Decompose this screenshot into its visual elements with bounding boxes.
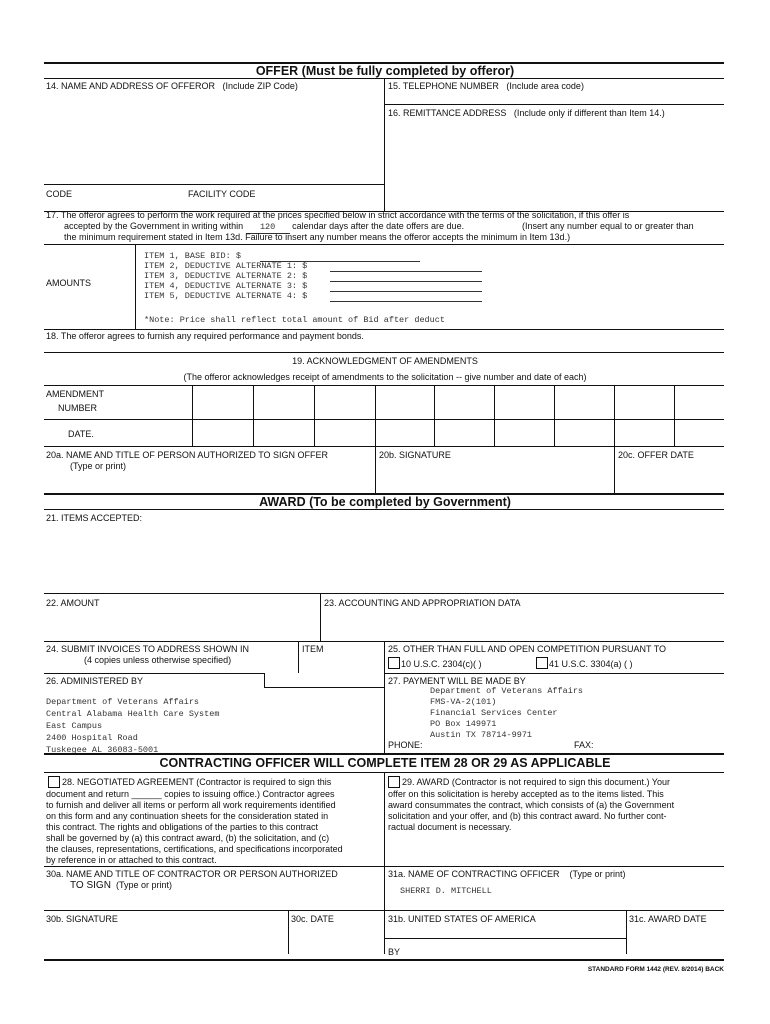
negotiated-agreement-checkbox[interactable] <box>48 776 60 788</box>
grid-line <box>434 385 435 446</box>
field-30c-label: 30c. DATE <box>291 914 334 924</box>
field-24-note: (4 copies unless otherwise specified) <box>84 655 232 665</box>
field-31b-label: 31b. UNITED STATES OF AMERICA <box>388 914 536 924</box>
grid-line <box>314 385 315 446</box>
field-17-line2: accepted by the Government in writing within 120 calendar days after the date offers are due. <box>64 221 465 232</box>
amendment-date-label: DATE. <box>68 429 94 439</box>
price-note: *Note: Price shall reflect total amount of Bid after deduct <box>144 315 445 325</box>
field-29-line-4: solicitation and your offer, and (b) this contract award. No further cont- <box>388 811 667 821</box>
field-28-line-7: the clauses, representations, certifications, and specifications incorporated <box>46 844 343 854</box>
field-28-line-2: document and return ______ copies to issuing office.) Contractor agrees <box>46 789 335 799</box>
amount-3-input[interactable] <box>330 281 482 282</box>
administered-by-line-4: 2400 Hospital Road <box>46 733 138 743</box>
amendment-label: AMENDMENT <box>46 389 104 399</box>
field-24-item-label: ITEM <box>302 644 324 654</box>
field-28-line-5: this contract. The rights and obligations of the parties to this contract <box>46 822 318 832</box>
field-20a-label: 20a. NAME AND TITLE OF PERSON AUTHORIZED TO SIGN OFFER <box>46 450 329 460</box>
field-19-title: 19. ACKNOWLEDGMENT OF AMENDMENTS <box>292 356 478 366</box>
field-22-label: 22. AMOUNT <box>46 598 100 608</box>
rule <box>44 910 724 911</box>
field-29-line-5: ractual document is necessary. <box>388 822 512 832</box>
field-26-label: 26. ADMINISTERED BY <box>46 676 144 686</box>
grid-line <box>253 385 254 446</box>
co-title: CONTRACTING OFFICER WILL COMPLETE ITEM 28 OR 29 AS APPLICABLE <box>159 756 611 770</box>
administered-by-line-2: Central Alabama Health Care System <box>46 709 220 719</box>
field-30a-label-2: TO SIGN (Type or print) <box>70 880 172 891</box>
facility-code-label: FACILITY CODE <box>188 189 256 199</box>
rule <box>44 509 724 510</box>
competition-10usc-checkbox[interactable] <box>388 657 400 669</box>
field-28-line-4: on this form and any continuation sheets for the consideration stated in <box>46 811 329 821</box>
col-divider <box>384 78 385 212</box>
col-divider <box>135 244 136 330</box>
field-17-line1: 17. The offeror agrees to perform the work required at the prices specified below in strict accordance with the terms of the solicitation, if this offer is <box>46 210 630 220</box>
phone-label: PHONE: <box>388 740 423 750</box>
amounts-label: AMOUNTS <box>46 278 91 288</box>
rule <box>44 184 384 185</box>
grid-line <box>674 385 675 446</box>
field-28-line-8: by reference in or attached to this contract. <box>46 855 217 865</box>
field-28-line-1: 28. NEGOTIATED AGREEMENT (Contractor is required to sign this <box>62 777 332 787</box>
grid-line <box>554 385 555 446</box>
amount-item-3: ITEM 3, DEDUCTIVE ALTERNATE 2: $ <box>144 271 308 281</box>
field-27-label: 27. PAYMENT WILL BE MADE BY <box>388 676 526 686</box>
contracting-officer-name: SHERRI D. MITCHELL <box>400 886 492 896</box>
rule <box>44 385 724 386</box>
field-14-label: 14. NAME AND ADDRESS OF OFFEROR (Include ZIP Code) <box>46 81 298 91</box>
field-29-line-2: offer on this solicitation is hereby accepted as to the items listed. This <box>388 789 664 799</box>
offer-days-value[interactable]: 120 <box>246 222 290 234</box>
col-divider <box>384 641 385 753</box>
col-divider <box>614 446 615 493</box>
field-30a-label: 30a. NAME AND TITLE OF CONTRACTOR OR PERSON AUTHORIZED <box>46 869 338 879</box>
grid-line <box>614 385 615 446</box>
field-21-label: 21. ITEMS ACCEPTED: <box>46 513 143 523</box>
rule <box>44 244 724 245</box>
payment-line-2: FMS-VA-2(101) <box>430 697 497 707</box>
payment-line-5: Austin TX 78714-9971 <box>430 730 533 740</box>
amendment-number-label: NUMBER <box>58 403 98 413</box>
col-divider <box>320 593 321 641</box>
payment-line-4: PO Box 149971 <box>430 719 497 729</box>
rule <box>384 673 724 674</box>
rule <box>44 673 264 674</box>
rule <box>44 866 724 867</box>
field-20c-label: 20c. OFFER DATE <box>618 450 694 460</box>
field-17-line2c: (Insert any number equal to or greater than <box>522 221 694 231</box>
rule <box>44 419 724 420</box>
amount-4-input[interactable] <box>330 291 482 292</box>
rule <box>44 329 724 330</box>
award-title: AWARD (To be completed by Government) <box>259 495 511 509</box>
grid-line <box>375 385 376 446</box>
field-17-line3: the minimum requirement stated in Item 13d. Failure to insert any number means the offeror accepts the minimum in Item 13d.) <box>64 232 571 242</box>
amount-5-input[interactable] <box>330 301 482 302</box>
competition-10usc-label: 10 U.S.C. 2304(c)( ) <box>401 659 482 669</box>
col-divider <box>375 446 376 493</box>
field-15-label: 15. TELEPHONE NUMBER (Include area code) <box>388 81 584 91</box>
competition-41usc-checkbox[interactable] <box>536 657 548 669</box>
grid-line <box>192 385 193 446</box>
fax-label: FAX: <box>574 740 594 750</box>
co-rule <box>44 753 724 755</box>
col-divider <box>298 641 299 673</box>
code-label: CODE <box>46 189 73 199</box>
col-divider <box>626 910 627 954</box>
field-19-subtitle: (The offeror acknowledges receipt of amendments to the solicitation -- give number and date of each) <box>183 372 587 382</box>
bottom-rule <box>44 959 724 961</box>
field-28-line-3: to furnish and deliver all items or perform all work requirements identified <box>46 800 336 810</box>
by-label: BY <box>388 947 401 957</box>
payment-line-1: Department of Veterans Affairs <box>430 686 584 696</box>
col-divider <box>384 772 385 954</box>
field-16-label: 16. REMITTANCE ADDRESS (Include only if different than Item 14.) <box>388 108 665 118</box>
amount-item-1: ITEM 1, BASE BID: $ <box>144 251 241 261</box>
signature-line[interactable] <box>384 938 626 939</box>
amount-item-5: ITEM 5, DEDUCTIVE ALTERNATE 4: $ <box>144 291 308 301</box>
award-checkbox[interactable] <box>388 776 400 788</box>
rule <box>44 446 724 447</box>
field-20a-note: (Type or print) <box>70 461 127 471</box>
field-29-line-1: 29. AWARD (Contractor is not required to sign this document.) Your <box>402 777 670 787</box>
form-footer: STANDARD FORM 1442 (REV. 8/2014) BACK <box>587 966 724 973</box>
col-divider <box>288 910 289 954</box>
offer-title: OFFER (Must be fully completed by offeror) <box>255 64 515 78</box>
col-divider <box>264 673 265 687</box>
field-31c-label: 31c. AWARD DATE <box>629 914 707 924</box>
administered-by-line-1: Department of Veterans Affairs <box>46 697 200 707</box>
grid-line <box>494 385 495 446</box>
amount-item-2: ITEM 2, DEDUCTIVE ALTERNATE 1: $ <box>144 261 308 271</box>
field-18: 18. The offeror agrees to furnish any required performance and payment bonds. <box>46 331 364 341</box>
payment-line-3: Financial Services Center <box>430 708 558 718</box>
administered-by-line-3: East Campus <box>46 721 103 731</box>
competition-41usc-label: 41 U.S.C. 3304(a) ( ) <box>549 659 633 669</box>
field-28-line-6: shall be governed by (a) this contract award, (b) the solicitation, and (c) <box>46 833 330 843</box>
amount-2-input[interactable] <box>330 271 482 272</box>
field-23-label: 23. ACCOUNTING AND APPROPRIATION DATA <box>324 598 521 608</box>
rule <box>264 687 384 688</box>
field-25-label: 25. OTHER THAN FULL AND OPEN COMPETITION PURSUANT TO <box>388 644 667 654</box>
amount-item-4: ITEM 4, DEDUCTIVE ALTERNATE 3: $ <box>144 281 308 291</box>
field-29-line-3: award consummates the contract, which consists of (a) the Government <box>388 800 675 810</box>
rule <box>384 104 724 105</box>
rule <box>44 593 724 594</box>
rule <box>44 352 724 353</box>
administered-by-line-5: Tuskegee AL 36083-5001 <box>46 745 159 755</box>
field-30b-label: 30b. SIGNATURE <box>46 914 118 924</box>
field-20b-label: 20b. SIGNATURE <box>379 450 451 460</box>
field-24-label: 24. SUBMIT INVOICES TO ADDRESS SHOWN IN <box>46 644 250 654</box>
field-31a-label: 31a. NAME OF CONTRACTING OFFICER (Type or print) <box>388 869 626 879</box>
